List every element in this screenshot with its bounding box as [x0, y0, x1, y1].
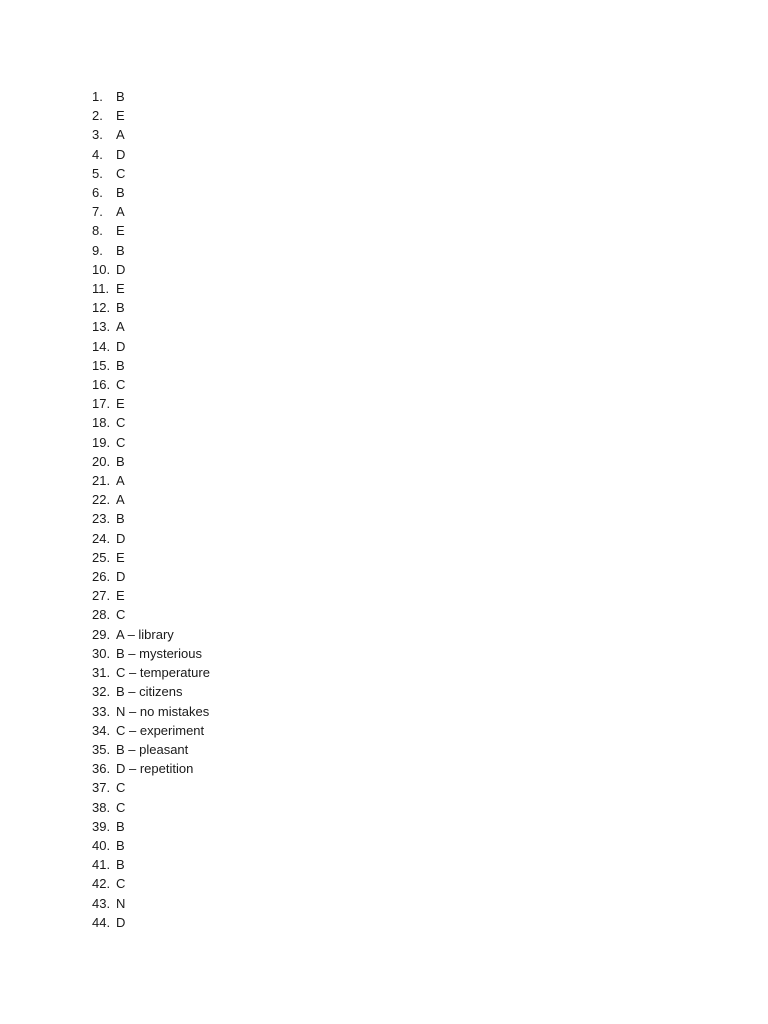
- answer-value: C – experiment: [116, 722, 205, 738]
- answer-number: 1.: [92, 89, 103, 104]
- answer-number: 15.: [92, 357, 111, 373]
- answer-item: [92, 221, 210, 240]
- answer-item: [92, 356, 210, 375]
- answer-item: [92, 490, 210, 509]
- answer-item: [92, 145, 210, 164]
- answer-item: [92, 413, 210, 432]
- answer-item: [92, 874, 210, 893]
- answer-item: [92, 913, 210, 932]
- answer-number: 5.: [92, 165, 103, 181]
- answer-value: C: [116, 415, 126, 431]
- answer-value: N – no mistakes: [116, 703, 210, 719]
- answer-number: 20.: [92, 453, 111, 469]
- answer-item: [92, 260, 210, 279]
- answer-number: 34.: [92, 722, 111, 738]
- answer-value: C: [116, 799, 126, 815]
- answer-value: C: [116, 165, 126, 181]
- answer-value: D: [116, 914, 126, 930]
- answer-value: A: [116, 204, 125, 220]
- answer-item: [92, 644, 210, 663]
- answer-number: 17.: [92, 396, 111, 412]
- answer-value: A: [116, 127, 125, 143]
- answer-number: 41.: [92, 857, 111, 873]
- answer-number: 7.: [92, 204, 103, 220]
- answer-value: E: [116, 588, 125, 604]
- answer-number: 29.: [92, 626, 111, 642]
- answer-value: B: [116, 300, 125, 316]
- answer-item: [92, 702, 210, 721]
- answer-number: 40.: [92, 837, 111, 853]
- answer-item: [92, 452, 210, 471]
- answer-number: 10.: [92, 261, 111, 277]
- answer-value: C: [116, 607, 126, 623]
- answer-item: [92, 548, 210, 567]
- answer-value: A: [116, 319, 125, 335]
- answer-value: D: [116, 338, 126, 354]
- answer-number: 31.: [92, 665, 111, 681]
- answer-item: [92, 817, 210, 836]
- answer-item: [92, 586, 210, 605]
- answer-number: 39.: [92, 818, 111, 834]
- answer-value: B: [116, 89, 125, 104]
- answer-item: [92, 125, 210, 144]
- answer-number: 30.: [92, 645, 111, 661]
- answer-item: [92, 567, 210, 586]
- answer-item: [92, 298, 210, 317]
- answer-value: A – library: [116, 626, 174, 642]
- answer-number: 28.: [92, 607, 111, 623]
- answer-value: C – temperature: [116, 665, 210, 681]
- answer-value: B: [116, 511, 125, 527]
- answer-number: 14.: [92, 338, 111, 354]
- answer-value: E: [116, 108, 125, 124]
- answer-number: 25.: [92, 549, 111, 565]
- answer-key-list: [92, 87, 210, 932]
- answer-value: A: [116, 473, 125, 489]
- answer-value: D: [116, 146, 126, 162]
- answer-item: [92, 740, 210, 759]
- answer-item: [92, 337, 210, 356]
- answer-number: 18.: [92, 415, 111, 431]
- answer-value: C: [116, 780, 126, 796]
- answer-value: D – repetition: [116, 761, 194, 777]
- answer-number: 35.: [92, 741, 111, 757]
- answer-value: C: [116, 377, 126, 393]
- answer-number: 27.: [92, 588, 111, 604]
- answer-item: [92, 663, 210, 682]
- answer-number: 33.: [92, 703, 111, 719]
- answer-item: [92, 202, 210, 221]
- answer-value: B: [116, 185, 125, 201]
- answer-item: [92, 836, 210, 855]
- answer-number: 21.: [92, 473, 111, 489]
- answer-item: [92, 605, 210, 624]
- answer-item: [92, 721, 210, 740]
- answer-value: E: [116, 396, 125, 412]
- answer-number: 12.: [92, 300, 111, 316]
- answer-value: D: [116, 569, 126, 585]
- answer-number: 11.: [92, 281, 110, 297]
- answer-number: 2.: [92, 108, 103, 124]
- answer-item: [92, 625, 210, 644]
- answer-item: [92, 855, 210, 874]
- answer-value: B: [116, 837, 125, 853]
- answer-value: B: [116, 453, 125, 469]
- answer-item: [92, 279, 210, 298]
- answer-number: 44.: [92, 914, 111, 930]
- answer-value: E: [116, 281, 125, 297]
- answer-item: [92, 894, 210, 913]
- answer-number: 9.: [92, 242, 103, 258]
- answer-item: [92, 778, 210, 797]
- answer-item: [92, 375, 210, 394]
- answer-value: B – citizens: [116, 684, 183, 700]
- answer-number: 13.: [92, 319, 111, 335]
- answer-number: 24.: [92, 530, 111, 546]
- answer-item: [92, 394, 210, 413]
- answer-number: 8.: [92, 223, 103, 239]
- answer-number: 16.: [92, 377, 111, 393]
- answer-item: [92, 682, 210, 701]
- answer-number: 38.: [92, 799, 111, 815]
- answer-value: E: [116, 549, 125, 565]
- answer-number: 19.: [92, 434, 111, 450]
- answer-item: [92, 471, 210, 490]
- answer-number: 4.: [92, 146, 103, 162]
- answer-number: 22.: [92, 492, 111, 508]
- answer-value: D: [116, 261, 126, 277]
- answer-item: [92, 241, 210, 260]
- answer-value: B: [116, 818, 125, 834]
- answer-number: 37.: [92, 780, 111, 796]
- answer-value: E: [116, 223, 125, 239]
- answer-number: 36.: [92, 761, 111, 777]
- answer-item: [92, 87, 210, 106]
- answer-item: [92, 317, 210, 336]
- answer-value: C: [116, 434, 126, 450]
- answer-value: B – pleasant: [116, 741, 189, 757]
- answer-number: 43.: [92, 895, 111, 911]
- answer-number: 26.: [92, 569, 111, 585]
- answer-value: D: [116, 530, 126, 546]
- answer-item: [92, 433, 210, 452]
- answer-value: B: [116, 857, 125, 873]
- answer-number: 32.: [92, 684, 111, 700]
- answer-item: [92, 106, 210, 125]
- answer-item: [92, 529, 210, 548]
- answer-value: B – mysterious: [116, 645, 202, 661]
- answer-item: [92, 509, 210, 528]
- answer-value: C: [116, 876, 126, 892]
- answer-number: 23.: [92, 511, 111, 527]
- answer-value: B: [116, 357, 125, 373]
- answer-item: [92, 798, 210, 817]
- answer-value: N: [116, 895, 126, 911]
- answer-number: 42.: [92, 876, 111, 892]
- answer-number: 6.: [92, 185, 103, 201]
- answer-item: [92, 164, 210, 183]
- answer-number: 3.: [92, 127, 103, 143]
- answer-item: [92, 183, 210, 202]
- answer-value: B: [116, 242, 125, 258]
- answer-value: A: [116, 492, 125, 508]
- answer-item: [92, 759, 210, 778]
